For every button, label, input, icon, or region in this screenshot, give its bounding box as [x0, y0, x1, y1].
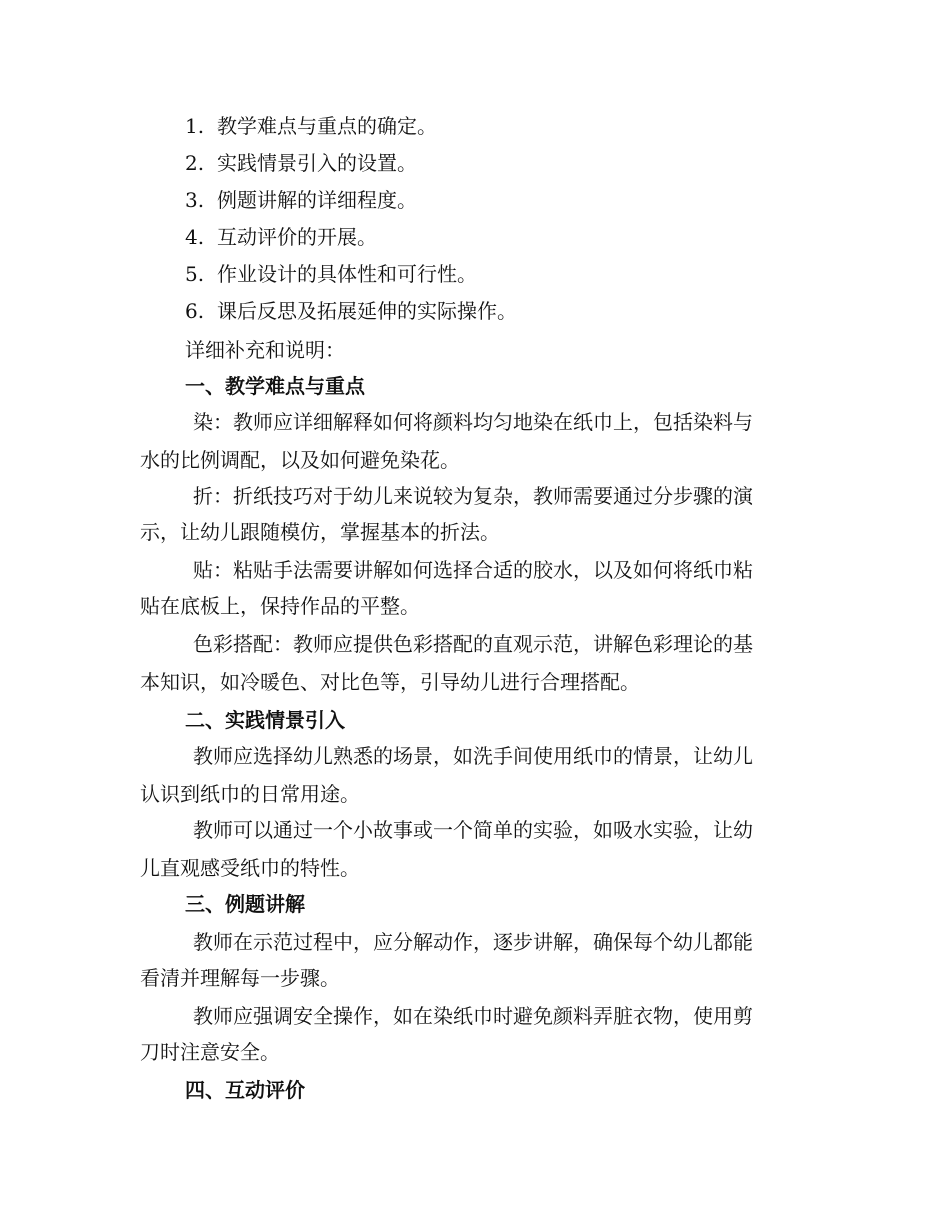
list-text: 互动评价的开展。: [217, 225, 377, 249]
paragraph-line: 看清并理解每一步骤。: [140, 966, 340, 990]
paragraph-line: 教师可以通过一个小故事或一个简单的实验，如吸水实验，让幼: [193, 818, 753, 842]
list-text: 教学难点与重点的确定。: [217, 114, 437, 138]
paragraph-line: 示，让幼儿跟随模仿，掌握基本的折法。: [140, 520, 500, 544]
list-item: [185, 259, 477, 289]
list-item: [185, 296, 517, 326]
paragraph-line: 水的比例调配，以及如何避免染花。: [140, 448, 460, 472]
list-item: [185, 185, 417, 215]
list-number: 6.: [185, 299, 205, 323]
paragraph-line: 本知识，如冷暖色、对比色等，引导幼儿进行合理搭配。: [140, 670, 640, 694]
section-heading: 四、互动评价: [185, 1078, 305, 1102]
paragraph-line: 教师在示范过程中，应分解动作，逐步讲解，确保每个幼儿都能: [193, 930, 753, 954]
paragraph-line: 染：教师应详细解释如何将颜料均匀地染在纸巾上，包括染料与: [193, 410, 753, 434]
list-number: 2.: [185, 151, 205, 175]
list-text: 实践情景引入的设置。: [217, 151, 417, 175]
paragraph-line: 折：折纸技巧对于幼儿来说较为复杂，教师需要通过分步骤的演: [193, 484, 753, 508]
list-number: 1.: [185, 114, 205, 138]
paragraph-line: 色彩搭配：教师应提供色彩搭配的直观示范，讲解色彩理论的基: [193, 632, 753, 656]
list-item: [185, 111, 437, 141]
paragraph-line: 刀时注意安全。: [140, 1040, 280, 1064]
list-text: 作业设计的具体性和可行性。: [217, 262, 477, 286]
paragraph-line: 教师应强调安全操作，如在染纸巾时避免颜料弄脏衣物，使用剪: [193, 1004, 753, 1028]
section-heading: 一、教学难点与重点: [185, 374, 365, 398]
list-number: 5.: [185, 262, 205, 286]
paragraph-line: 贴：粘贴手法需要讲解如何选择合适的胶水，以及如何将纸巾粘: [193, 558, 753, 582]
section-heading: 三、例题讲解: [185, 892, 305, 916]
intro-text: 详细补充和说明：: [185, 338, 345, 362]
paragraph-line: 认识到纸巾的日常用途。: [140, 782, 360, 806]
list-text: 课后反思及拓展延伸的实际操作。: [217, 299, 517, 323]
list-item: [185, 148, 417, 178]
paragraph-line: 教师应选择幼儿熟悉的场景，如洗手间使用纸巾的情景，让幼儿: [193, 744, 753, 768]
section-heading: 二、实践情景引入: [185, 708, 345, 732]
list-text: 例题讲解的详细程度。: [217, 188, 417, 212]
list-number: 4.: [185, 225, 205, 249]
paragraph-line: 贴在底板上，保持作品的平整。: [140, 594, 420, 618]
list-item: [185, 222, 377, 252]
list-number: 3.: [185, 188, 205, 212]
paragraph-line: 儿直观感受纸巾的特性。: [140, 856, 360, 880]
